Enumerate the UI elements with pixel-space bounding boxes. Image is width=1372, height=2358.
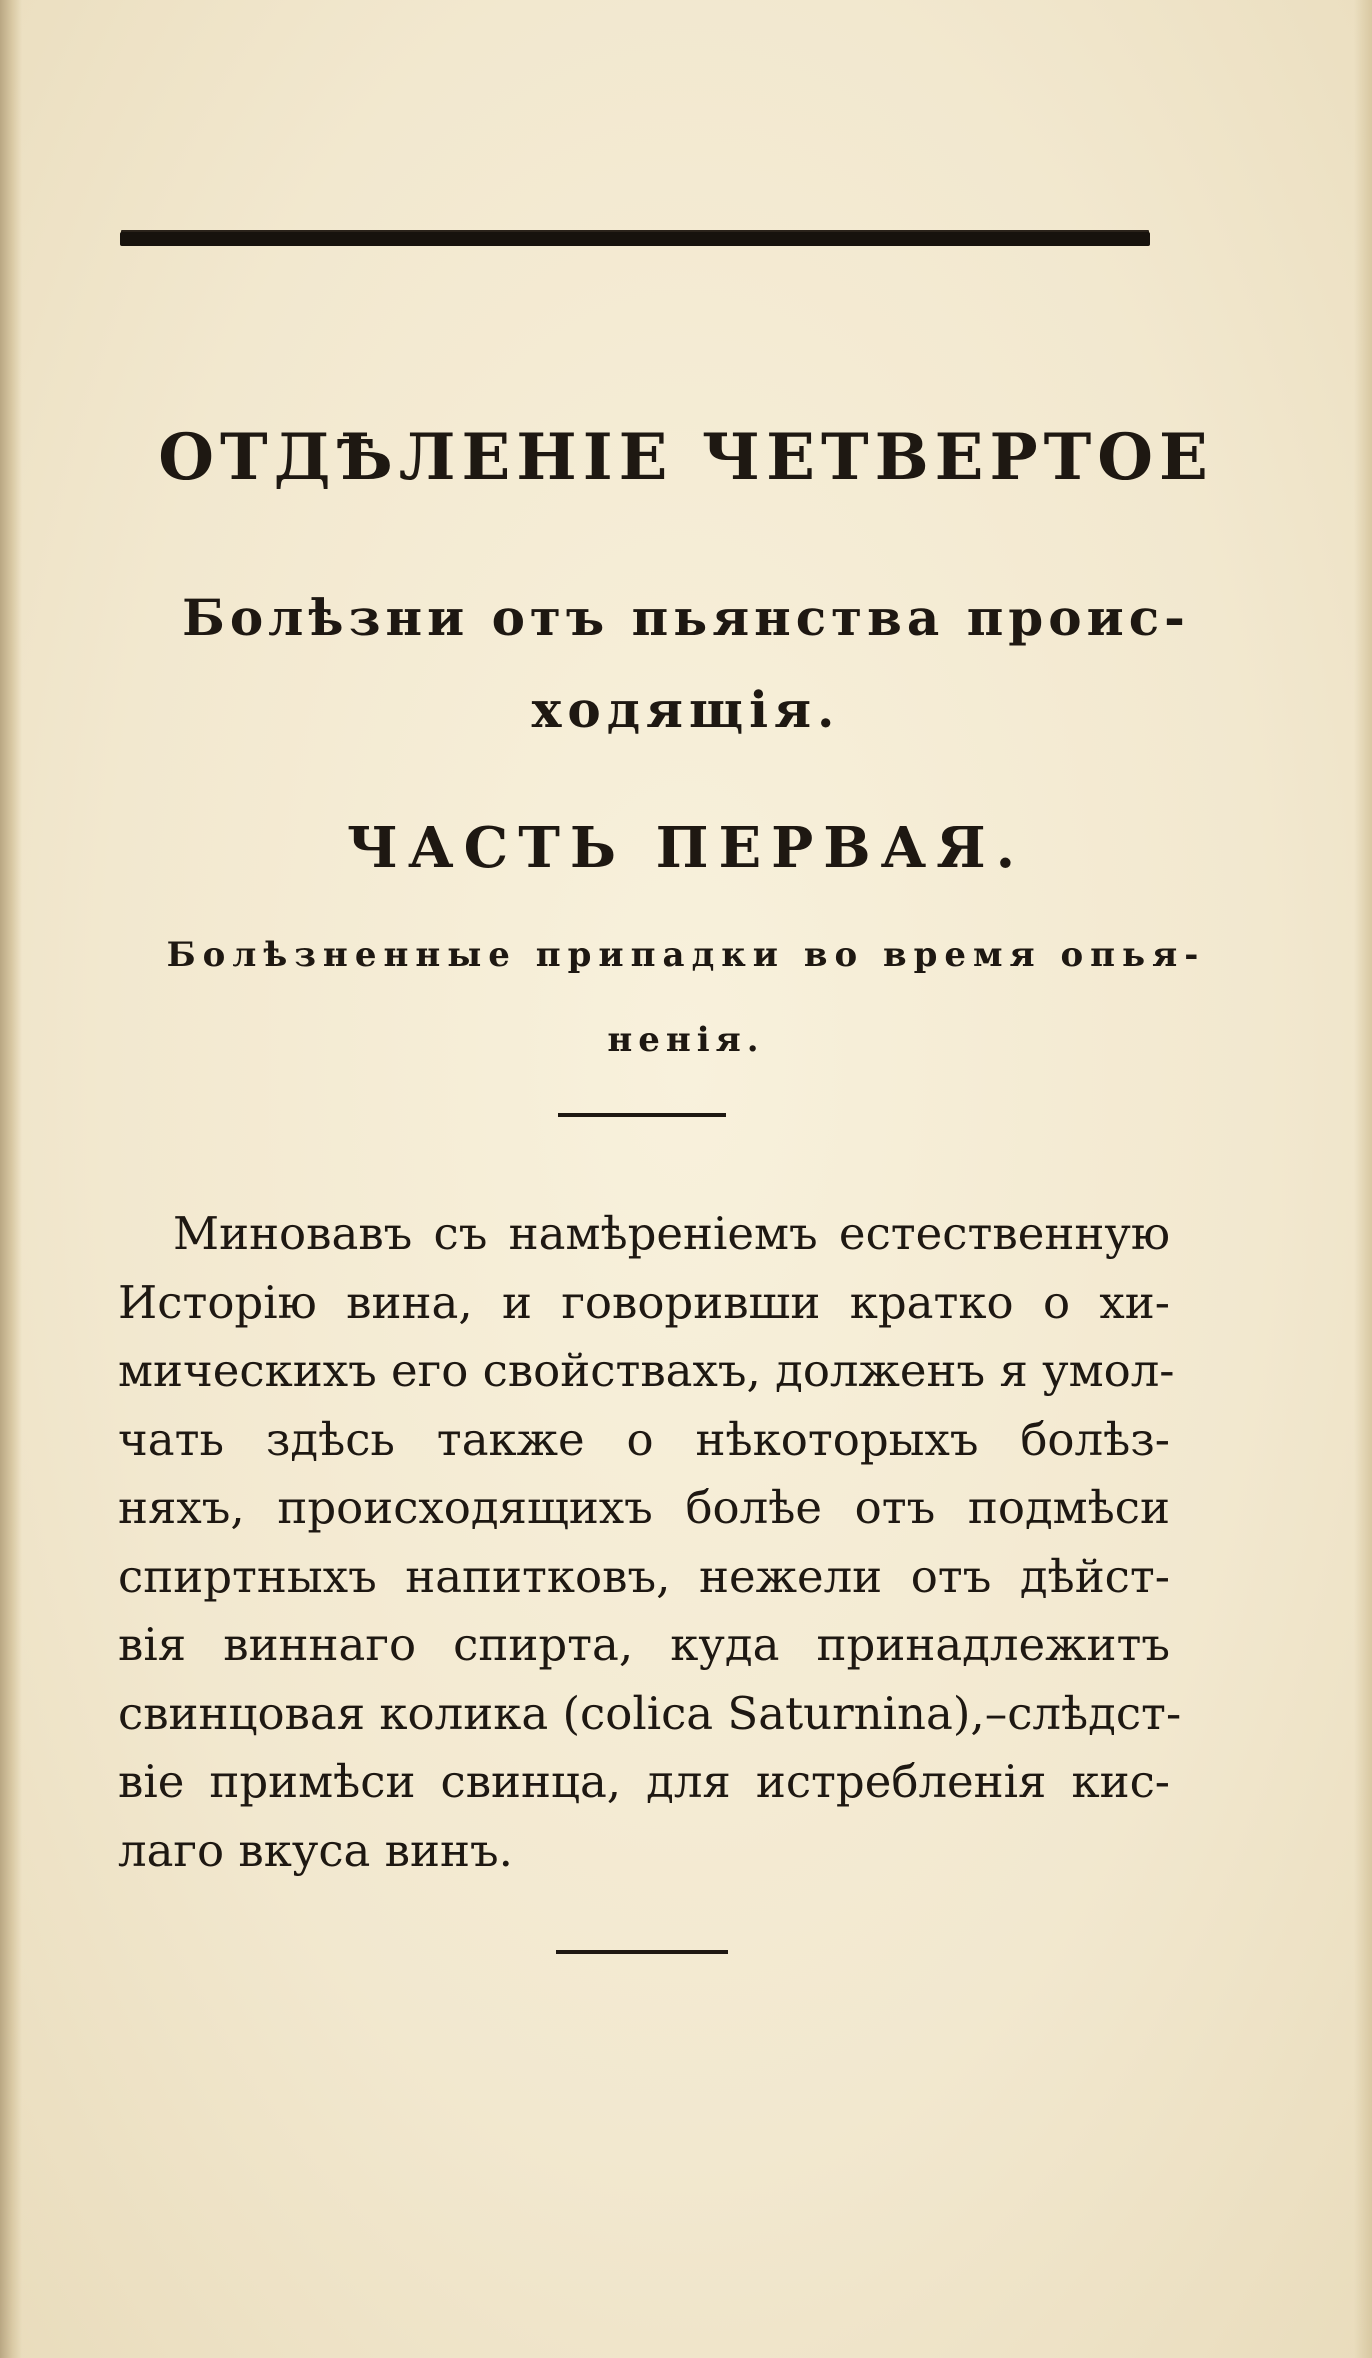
division-subject-line-1: Болѣзни отъ пьянства проис- — [182, 588, 1190, 647]
part-title: ЧАСТЬ ПЕРВАЯ. — [346, 815, 1026, 881]
page-right-edge — [1354, 0, 1372, 2358]
page-left-edge — [0, 0, 22, 2358]
body-paragraph — [118, 1200, 1182, 1885]
body-line: свинцовая колика (colica Saturnina),–слѣдст- — [118, 1686, 1182, 1740]
body-line: няхъ, происходящихъ болѣе отъ подмѣси — [118, 1481, 1170, 1534]
body-line: лаго вкуса винъ. — [118, 1823, 513, 1877]
division-title: ОТДѢЛЕНІЕ ЧЕТВЕРТОЕ — [158, 420, 1214, 495]
part-subtitle-line-2: ненія. — [607, 1020, 765, 1060]
end-rule — [556, 1950, 728, 1954]
division-subject-line-2: ходящія. — [531, 680, 841, 739]
body-line: віе примѣси свинца, для истребленія кис- — [118, 1755, 1170, 1808]
body-line: спиртныхъ напитковъ, нежели отъ дѣйст- — [118, 1549, 1170, 1603]
body-line: Миновавъ съ намѣреніемъ естественную — [173, 1207, 1170, 1260]
section-divider-rule — [558, 1113, 726, 1117]
body-line: Исторію вина, и говоривши кратко о хи- — [118, 1275, 1170, 1329]
body-line: чать здѣсь также о нѣкоторыхъ болѣз- — [118, 1412, 1170, 1466]
header-rule — [120, 232, 1150, 246]
part-subtitle-line-1: Болѣзненные припадки во время опья- — [166, 935, 1206, 975]
body-line: вія виннаго спирта, куда принадлежитъ — [118, 1618, 1170, 1671]
body-line: мическихъ его свойствахъ, долженъ я умол- — [118, 1344, 1175, 1397]
